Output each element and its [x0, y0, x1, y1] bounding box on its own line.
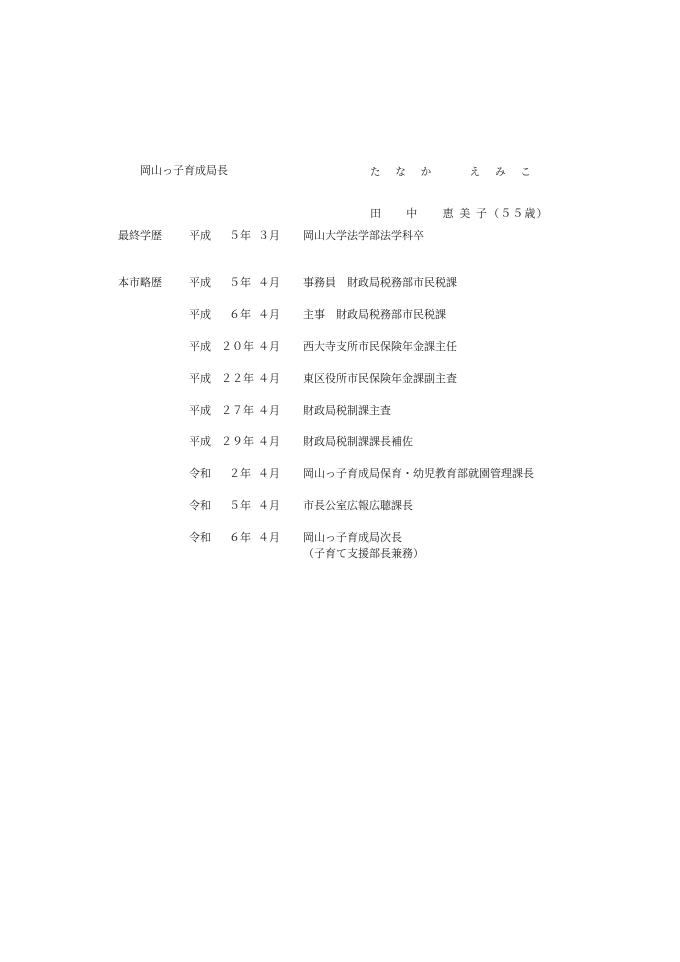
- education-era: 平成: [189, 229, 211, 242]
- career-era: 令和: [189, 467, 211, 480]
- career-era: 令和: [189, 531, 211, 544]
- career-month: ４月: [258, 372, 280, 385]
- position-title: 岡山っ子育成局長: [140, 164, 228, 177]
- career-description: 東区役所市民保険年金課副主査: [303, 372, 457, 385]
- career-description: 岡山っ子育成局次長: [303, 531, 402, 544]
- career-era: 平成: [189, 308, 211, 321]
- education-month: ３月: [258, 229, 280, 242]
- career-year: ５年: [229, 499, 251, 512]
- career-year: ２２年: [221, 372, 254, 385]
- career-month: ４月: [258, 435, 280, 448]
- career-era: 令和: [189, 499, 211, 512]
- career-month: ４月: [258, 308, 280, 321]
- person-name: 田 中 恵 美 子（５５歳）: [370, 206, 549, 220]
- career-description: 財政局税制課主査: [303, 404, 391, 417]
- education-label: 最終学歴: [118, 229, 162, 242]
- career-year: ２０年: [221, 340, 254, 353]
- career-description: 財政局税制課課長補佐: [303, 435, 413, 448]
- name-furigana: た な か え み こ: [370, 166, 537, 178]
- career-year: ６年: [229, 531, 251, 544]
- career-month: ４月: [258, 340, 280, 353]
- career-era: 平成: [189, 435, 211, 448]
- career-era: 平成: [189, 276, 211, 289]
- career-year: ６年: [229, 308, 251, 321]
- career-year: ２９年: [221, 435, 254, 448]
- career-month: ４月: [258, 467, 280, 480]
- career-year: ５年: [229, 276, 251, 289]
- name-block: [370, 145, 549, 230]
- career-era: 平成: [189, 372, 211, 385]
- career-description: 主事 財政局税務部市民税課: [303, 308, 446, 321]
- career-description: 事務員 財政局税務部市民税課: [303, 276, 457, 289]
- career-era: 平成: [189, 340, 211, 353]
- career-description: 岡山っ子育成局保育・幼児教育部就園管理課長: [303, 467, 534, 480]
- education-year: ５年: [229, 229, 251, 242]
- career-label: 本市略歴: [118, 276, 162, 289]
- career-year: ２７年: [221, 404, 254, 417]
- career-month: ４月: [258, 531, 280, 544]
- education-description: 岡山大学法学部法学科卒: [303, 229, 424, 242]
- career-description: 市長公室広報広聴課長: [303, 499, 413, 512]
- career-year: ２年: [229, 467, 251, 480]
- career-description-note: （子育て支援部長兼務）: [303, 547, 424, 560]
- career-month: ４月: [258, 499, 280, 512]
- career-month: ４月: [258, 276, 280, 289]
- career-month: ４月: [258, 404, 280, 417]
- career-description: 西大寺支所市民保険年金課主任: [303, 340, 457, 353]
- career-era: 平成: [189, 404, 211, 417]
